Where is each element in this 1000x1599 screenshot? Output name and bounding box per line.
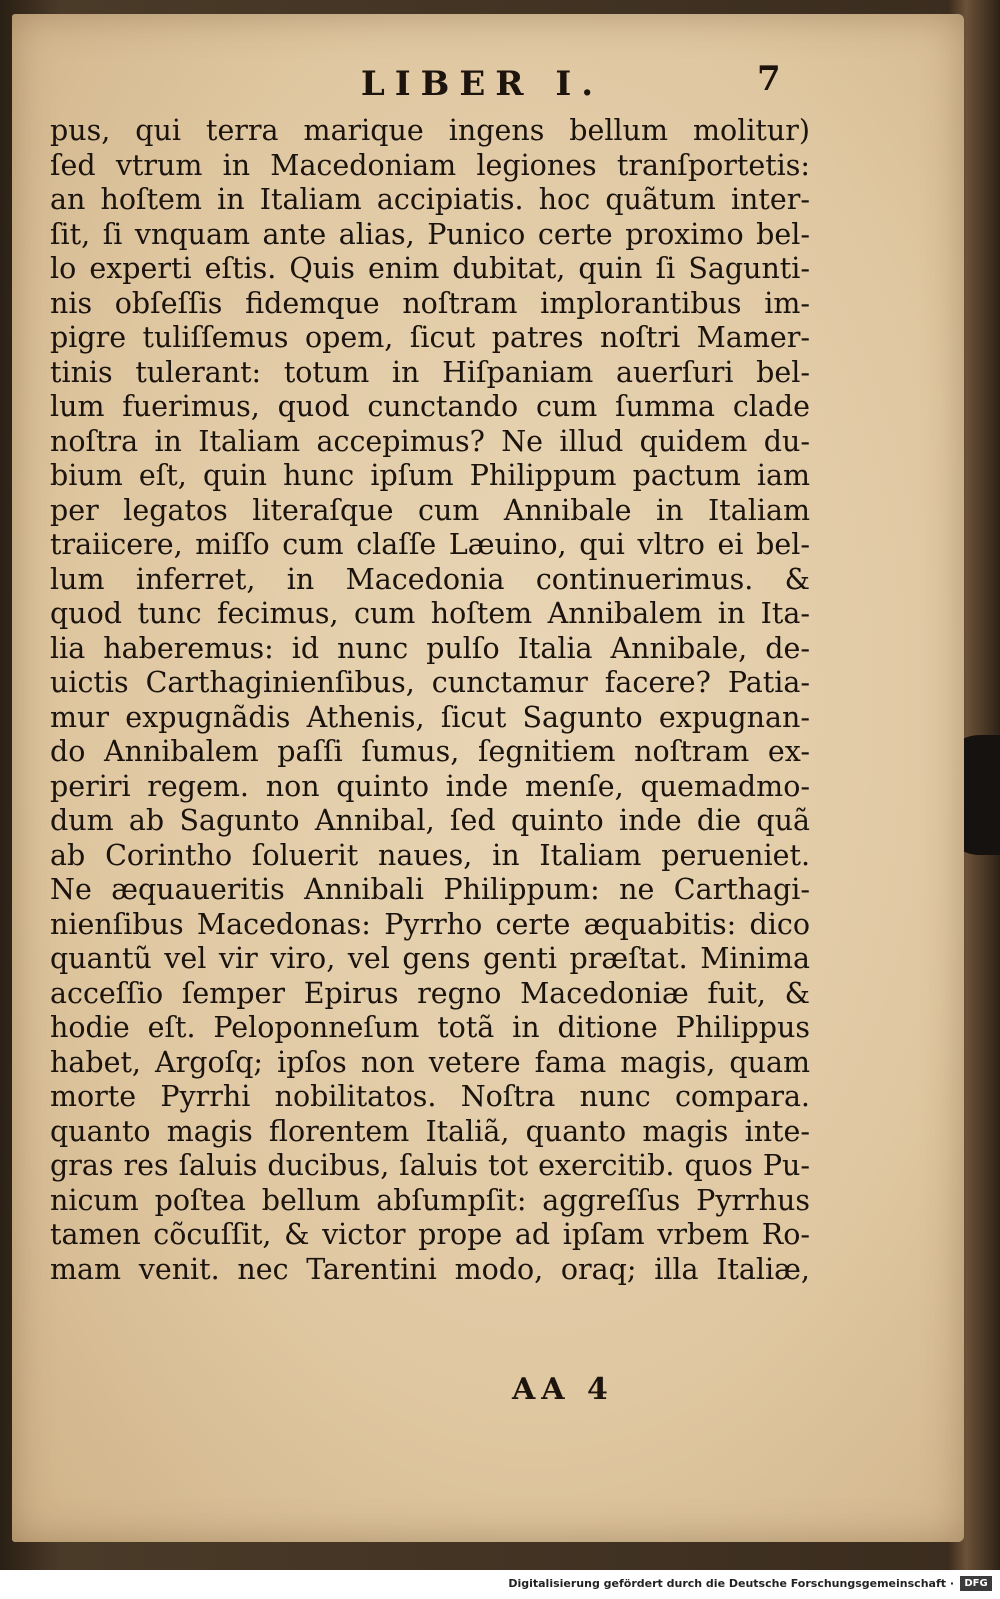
text-line: ſed vtrum in Macedoniam legiones tranſportetis: [50,148,810,182]
text-line: gras res ſaluis ducibus, ſaluis tot exercitib. quos Pu- [50,1149,810,1182]
book-page [12,14,964,1542]
text-line: bium eſt, quin hunc ipſum Philippum pactum iam [50,459,810,492]
text-line: pus, qui terra marique ingens bellum molitur) [50,114,810,147]
text-line: mam venit. nec Tarentini modo, oraq; illa Italiæ, [50,1252,810,1286]
text-line: quantũ vel vir viro, vel gens genti præſtat. Minima [50,942,810,975]
dfg-logo: DFG [960,1576,992,1591]
text-line: noſtra in Italiam accepimus? Ne illud quidem du- [50,424,810,458]
text-line: do Annibalem paſſi ſumus, ſegnitiem noſtram ex- [50,735,810,768]
text-line: acceſſio ſemper Epirus regno Macedoniæ fuit, & [50,976,810,1010]
text-line: lum fuerimus, quod cunctando cum ſumma clade [50,390,810,423]
signature-mark: AA 4 [512,1372,614,1407]
text-line: uictis Carthaginienſibus, cunctamur facere? Patia- [50,666,810,699]
running-head: LIBER I. [360,64,604,104]
text-line: lo experti eſtis. Quis enim dubitat, quin ſi Sagunti- [50,252,810,285]
text-line: pigre tuliſſemus opem, ſicut patres noſtri Mamer- [50,321,810,354]
text-line: nienſibus Macedonas: Pyrrho certe æquabitis: dico [50,907,810,941]
text-line: lum inferret, in Macedonia continuerimus. & [50,562,810,596]
text-line: ſit, ſi vnquam ante alias, Punico certe proximo bel- [50,217,810,251]
text-line: tinis tulerant: totum in Hiſpaniam auerſuri bel- [50,355,810,389]
text-line: mur expugnãdis Athenis, ſicut Sagunto expugnan- [50,700,810,734]
text-line: morte Pyrrhi nobilitatos. Noſtra nunc compara. [50,1080,810,1113]
text-line: quod tunc fecimus, cum hoſtem Annibalem in Ita- [50,597,810,630]
funding-credit: Digitalisierung gefördert durch die Deutsche Forschungsgemeinschaft · [508,1577,954,1590]
text-line: Ne æquaueritis Annibali Philippum: ne Carthagi- [50,873,810,906]
text-line: quanto magis florentem Italiã, quanto magis inte- [50,1114,810,1148]
text-block [50,114,810,1287]
text-line: an hoſtem in Italiam accipiatis. hoc quãtum inter- [50,183,810,216]
text-line: tamen cõcuſſit, & victor prope ad ipſam vrbem Ro- [50,1218,810,1251]
text-line: nicum poſtea bellum abſumpſit: aggreſſus Pyrrhus [50,1183,810,1217]
text-line: hodie eſt. Peloponneſum totã in ditione Philippus [50,1011,810,1044]
text-line: periri regem. non quinto inde menſe, quemadmo- [50,769,810,803]
page-number: 7 [757,59,781,99]
text-line: nis obſeſſis fidemque noſtram implorantibus im- [50,286,810,320]
text-line: habet, Argoſq; ipſos non vetere fama magis, quam [50,1045,810,1079]
text-line: per legatos literaſque cum Annibale in Italiam [50,493,810,527]
text-line: dum ab Sagunto Annibal, ſed quinto inde die quã [50,804,810,837]
text-line: ab Corintho ſoluerit naues, in Italiam perueniet. [50,838,810,872]
text-line: lia haberemus: id nunc pulſo Italia Annibale, de- [50,631,810,665]
text-line: traiicere, miſſo cum claſſe Læuino, qui vltro ei bel- [50,528,810,561]
